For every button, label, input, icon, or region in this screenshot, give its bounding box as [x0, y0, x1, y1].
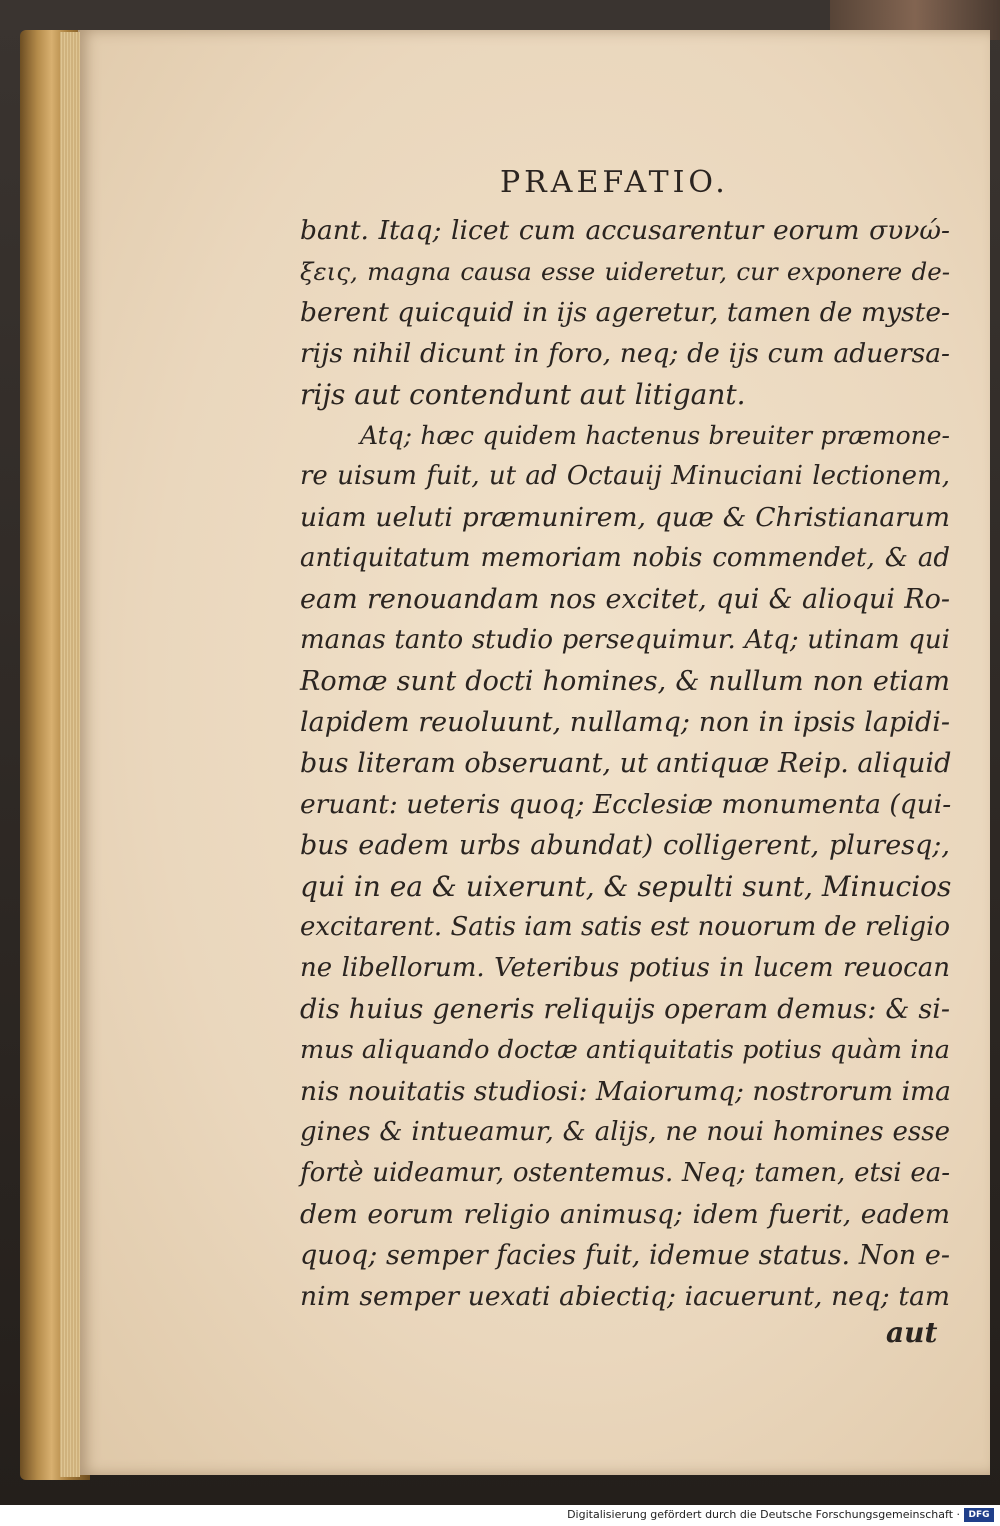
- text-line: rijs nihil dicunt in foro, neq; de ijs cum aduersa-: [300, 338, 950, 369]
- page-edges: [60, 32, 80, 1477]
- text-line: eruant: ueteris quoq; Ecclesiæ monumenta (qui-: [300, 789, 952, 820]
- text-line: qui in ea & uixerunt, & sepulti sunt, Minucios: [300, 870, 952, 903]
- text-line: manas tanto studio persequimur. Atq; utinam qui: [300, 625, 950, 655]
- text-line: re uisum fuit, ut ad Octauij Minuciani lectionem,: [300, 461, 950, 491]
- text-line: ξεις, magna causa esse uideretur, cur exponere de-: [300, 257, 950, 286]
- text-line: ne libellorum. Veteribus potius in lucem reuocan: [300, 953, 950, 983]
- text-line: quoq; semper facies fuit, idemue status. Non e-: [300, 1240, 950, 1271]
- text-line: Atq; hæc quidem hactenus breuiter præmone-: [360, 421, 950, 450]
- text-line: eam renouandam nos excitet, qui & alioqui Ro-: [300, 584, 950, 615]
- text-line: excitarent. Satis iam satis est nouorum de religio: [300, 912, 950, 942]
- digitization-credit: Digitalisierung gefördert durch die Deutsche Forschungsgemeinschaft ·: [567, 1508, 960, 1521]
- catchword: aut: [886, 1316, 938, 1349]
- text-line: bus literam obseruant, ut antiquæ Reip. aliquid: [300, 748, 952, 779]
- text-line: lapidem reuoluunt, nullamq; non in ipsis lapidi-: [300, 707, 950, 738]
- text-line: mus aliquando doctæ antiquitatis potius quàm ina: [300, 1035, 950, 1065]
- text-line: uiam ueluti præmunirem, quæ & Christianarum: [300, 502, 950, 533]
- text-line: bant. Itaq; licet cum accusarentur eorum συνώ-: [300, 215, 950, 246]
- body-text: [300, 210, 950, 1317]
- text-line: nis nouitatis studiosi: Maiorumq; nostrorum ima: [300, 1076, 951, 1107]
- text-line: bus eadem urbs abundat) colligerent, pluresq;,: [300, 830, 950, 861]
- dfg-logo: DFG: [964, 1508, 994, 1522]
- text-line: dis huius generis reliquijs operam demus: & si-: [300, 994, 950, 1025]
- text-line: berent quicquid in ijs ageretur, tamen de myste-: [300, 297, 950, 328]
- text-line: dem eorum religio animusq; idem fuerit, eadem: [300, 1199, 950, 1230]
- text-line: gines & intueamur, & alijs, ne noui homines esse: [300, 1117, 950, 1147]
- text-line: nim semper uexati abiectiq; iacuerunt, neq; tam: [300, 1281, 950, 1312]
- running-head: PRAEFATIO.: [500, 165, 729, 200]
- text-line: fortè uideamur, ostentemus. Neq; tamen, etsi ea-: [300, 1158, 950, 1188]
- text-line: rijs aut contendunt aut litigant.: [300, 378, 746, 411]
- text-line: Romæ sunt docti homines, & nullum non etiam: [300, 666, 950, 697]
- text-line: antiquitatum memoriam nobis commendet, & ad: [300, 543, 950, 573]
